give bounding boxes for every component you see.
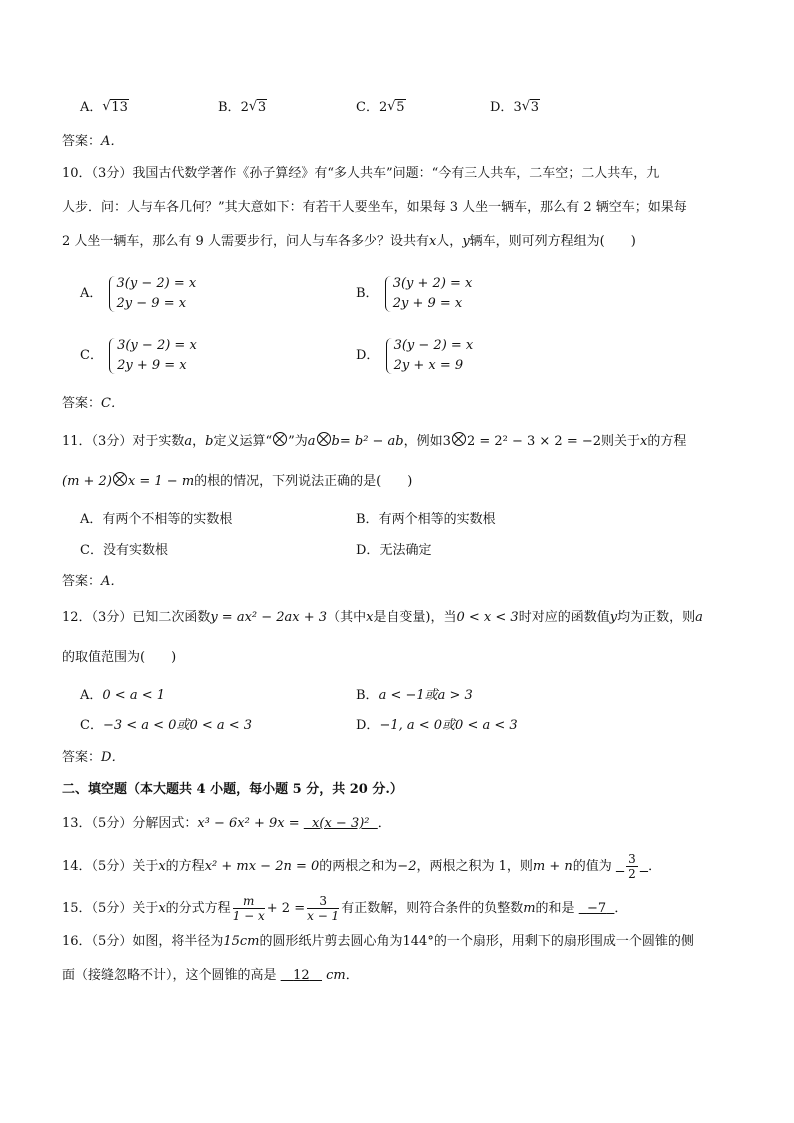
- q10-option-a: [80, 274, 196, 314]
- option-label: C．: [80, 348, 103, 363]
- answer-value: −7: [586, 901, 607, 916]
- var-a: a: [307, 434, 316, 449]
- q10-option-c: [80, 336, 197, 376]
- numerator: 3: [307, 894, 339, 909]
- q9-answer: [62, 132, 123, 152]
- text: 有正数解，则符合条件的负整数: [341, 901, 524, 916]
- q11-option-c: [80, 541, 168, 561]
- equation-1: 3(y − 2) = x: [116, 276, 197, 291]
- otimes-icon: [113, 472, 127, 486]
- denominator: 2: [628, 867, 636, 881]
- option-text: 有两个不相等的实数根: [102, 512, 233, 527]
- q9-option-d: [490, 98, 540, 118]
- text: ，两根之积为 1，则: [416, 859, 533, 874]
- text: 的方程: [647, 434, 687, 449]
- answer-label: 答案：: [62, 574, 102, 589]
- var-x: x: [158, 901, 166, 916]
- q11-answer: [62, 572, 123, 592]
- text: 的根的情况，下列说法正确的是( ): [194, 474, 413, 489]
- option-text: a < −1或a > 3: [378, 688, 473, 703]
- radicand: 3: [530, 100, 539, 115]
- option-label: D．: [356, 718, 380, 733]
- answer-value: D．: [101, 750, 125, 765]
- denominator: x − 1: [307, 909, 340, 923]
- q15-line: [62, 894, 627, 923]
- q16-line-1: [62, 932, 694, 952]
- fraction-2: [307, 894, 339, 923]
- equation-system: [383, 274, 473, 314]
- q10-option-d: [356, 336, 473, 376]
- text: 定义运算“: [213, 434, 273, 449]
- equation-1: 3(y + 2) = x: [392, 276, 473, 291]
- angle-value: 144°: [402, 934, 434, 949]
- answer-fraction: [626, 852, 638, 881]
- q10-stem-line-3: [62, 232, 636, 252]
- text: 13．（5分）分解因式：: [62, 816, 198, 831]
- text: 的两根之和为: [319, 859, 398, 874]
- text: 的和是: [535, 901, 575, 916]
- example-rhs: 2 = 2² − 3 × 2 = −2: [466, 434, 602, 449]
- equation-2: 2y + 9 = x: [117, 358, 187, 373]
- numerator: 3: [628, 852, 636, 866]
- sqrt-expression: [249, 98, 267, 118]
- q12-stem-line-1: [62, 608, 703, 628]
- q16-line-2: [62, 966, 359, 986]
- equation-1: 3(y − 2) = x: [393, 338, 474, 353]
- numerator: m: [233, 894, 265, 909]
- q10-stem-line-1: 10．（3分）我国古代数学著作《孙子算经》有“多人共车”问题：“今有三人共车，二车空；二人共车，九: [62, 166, 660, 181]
- otimes-icon: [452, 432, 466, 446]
- otimes-icon: [273, 432, 287, 446]
- option-label: A．: [80, 286, 103, 301]
- q9-option-a: [80, 98, 129, 118]
- var-a: a: [695, 610, 703, 625]
- var-b: b: [205, 434, 214, 449]
- answer-blank: [579, 901, 615, 916]
- expression: x = 1 − m: [127, 474, 195, 489]
- sum-value: −2: [397, 859, 417, 874]
- text: （其中: [327, 610, 367, 625]
- q12-option-c: [80, 716, 252, 736]
- option-text: 有两个相等的实数根: [378, 512, 496, 527]
- text: ．: [648, 859, 662, 874]
- text: 人，: [436, 234, 463, 249]
- text: 的值为: [572, 859, 612, 874]
- text: ，例如: [403, 434, 443, 449]
- answer-value: C．: [101, 396, 124, 411]
- equation-2: 2y + 9 = x: [392, 296, 463, 311]
- option-label: A．: [80, 512, 103, 527]
- text: ，: [192, 434, 206, 449]
- expression: m + n: [532, 859, 573, 874]
- definition-rhs: = b² − ab: [339, 434, 404, 449]
- q13-line: [62, 814, 391, 834]
- option-label: B．: [356, 688, 379, 703]
- q12-answer: [62, 748, 124, 768]
- option-label: D．: [356, 348, 380, 363]
- fraction-1: [233, 894, 265, 923]
- answer-blank: [304, 816, 378, 831]
- option-label: A．: [80, 100, 103, 115]
- q9-option-c: [356, 98, 406, 118]
- text: 11．（3分）对于实数: [62, 434, 185, 449]
- radicand: 3: [257, 100, 267, 115]
- q11-option-b: [356, 510, 496, 530]
- q12-option-d: [356, 716, 518, 736]
- option-label: B．: [218, 100, 241, 115]
- answer-value: 12: [293, 968, 310, 983]
- answer-label: 答案：: [62, 750, 102, 765]
- coefficient: 2: [378, 100, 388, 115]
- q11-option-d: [356, 541, 431, 561]
- text: 的圆形纸片剪去圆心角为: [259, 934, 403, 949]
- equation-2: 2y + x = 9: [393, 358, 464, 373]
- q11-stem-line-1: [62, 432, 686, 452]
- equation-system: [107, 336, 197, 376]
- option-label: B．: [356, 286, 379, 301]
- var-b: b: [331, 434, 340, 449]
- option-label: C．: [80, 543, 103, 558]
- equation-system: [384, 336, 474, 376]
- text: 面（接缝忽略不计），这个圆锥的高是: [62, 968, 277, 983]
- answer-blank: [281, 968, 322, 983]
- q11-stem-line-2: [62, 472, 412, 492]
- otimes-icon: [317, 432, 331, 446]
- q12-stem-line-2: 的取值范围为( ): [62, 650, 177, 665]
- sqrt-expression: [387, 98, 405, 118]
- function-expression: y = ax² − 2ax + 3: [210, 610, 328, 625]
- text: 则关于: [601, 434, 641, 449]
- q12-option-b: [356, 686, 473, 706]
- option-text: 0 < a < 1: [102, 688, 165, 703]
- option-label: C．: [80, 718, 103, 733]
- range-expression: 0 < x < 3: [456, 610, 519, 625]
- var-a: a: [184, 434, 193, 449]
- answer-label: 答案：: [62, 134, 102, 149]
- option-text: 无法确定: [379, 543, 432, 558]
- text: 16．（5分）如图，将半径为: [62, 934, 224, 949]
- text: 12．（3分）已知二次函数: [62, 610, 211, 625]
- q10-option-b: [356, 274, 472, 314]
- option-text: −1, a < 0或0 < a < 3: [379, 718, 518, 733]
- denominator: 1 − x: [232, 909, 265, 923]
- var-x: x: [158, 859, 166, 874]
- expression: x³ − 6x² + 9x =: [197, 816, 300, 831]
- option-label: C．: [356, 100, 379, 115]
- q11-option-a: [80, 510, 232, 530]
- expression: (m + 2): [62, 474, 112, 489]
- var-x: x: [428, 234, 437, 249]
- option-label: A．: [80, 688, 103, 703]
- option-text: −3 < a < 0或0 < a < 3: [102, 718, 253, 733]
- operator: + 2 =: [266, 901, 306, 916]
- radicand: 13: [111, 100, 128, 115]
- text: ．: [614, 901, 628, 916]
- equation-2: 2y − 9 = x: [116, 296, 187, 311]
- section-title-fill-in: 二、填空题（本大题共 4 小题，每小题 5 分，共 20 分.）: [62, 782, 403, 797]
- var-m: m: [523, 901, 536, 916]
- text: 的方程: [165, 859, 205, 874]
- option-label: D．: [490, 100, 514, 115]
- radicand: 5: [396, 100, 405, 115]
- answer-value: A．: [101, 134, 124, 149]
- text: ”为: [288, 434, 308, 449]
- q12-option-a: [80, 686, 165, 706]
- text: 15．（5分）关于: [62, 901, 159, 916]
- equation-1: 3(y − 2) = x: [117, 338, 197, 353]
- option-label: B．: [356, 512, 379, 527]
- coefficient: 3: [513, 100, 522, 115]
- sqrt-expression: [102, 98, 129, 118]
- q14-line: [62, 852, 661, 881]
- q10-answer: [62, 394, 124, 414]
- radius-value: 15cm: [223, 934, 260, 949]
- answer-value: x(x − 3)²: [312, 816, 370, 831]
- text: 是自变量)，当: [373, 610, 457, 625]
- text: 2 人坐一辆车，那么有 9 人需要步行，问人与车各多少？设共有: [62, 234, 429, 249]
- text: ．: [377, 816, 391, 831]
- q10-stem-line-2: 人步．问：人与车各几何？”其大意如下：有若干人要坐车，如果每 3 人坐一辆车，那么有 2 辆空车；如果每: [62, 200, 687, 215]
- option-label: D．: [356, 543, 380, 558]
- coefficient: 2: [240, 100, 249, 115]
- text: 14．（5分）关于: [62, 859, 159, 874]
- equation-system: [107, 274, 197, 314]
- var-y: y: [462, 234, 470, 249]
- text: 的一个扇形，用剩下的扇形围成一个圆锥的侧: [433, 934, 694, 949]
- text: ．: [345, 968, 359, 983]
- unit: cm: [326, 968, 346, 983]
- text: 辆车，则可列方程组为( ): [469, 234, 636, 249]
- equation: x² + mx − 2n = 0: [204, 859, 320, 874]
- var-x: x: [640, 434, 648, 449]
- text: 的分式方程: [165, 901, 231, 916]
- answer-label: 答案：: [62, 396, 102, 411]
- option-text: 没有实数根: [102, 543, 168, 558]
- sqrt-expression: [522, 98, 540, 118]
- answer-value: A．: [101, 574, 124, 589]
- q9-option-b: [218, 98, 267, 118]
- answer-blank: [616, 852, 648, 881]
- var-y: y: [609, 610, 618, 625]
- example-lhs: 3: [442, 434, 451, 449]
- text: 均为正数，则: [617, 610, 696, 625]
- var-x: x: [366, 610, 374, 625]
- text: 时对应的函数值: [518, 610, 610, 625]
